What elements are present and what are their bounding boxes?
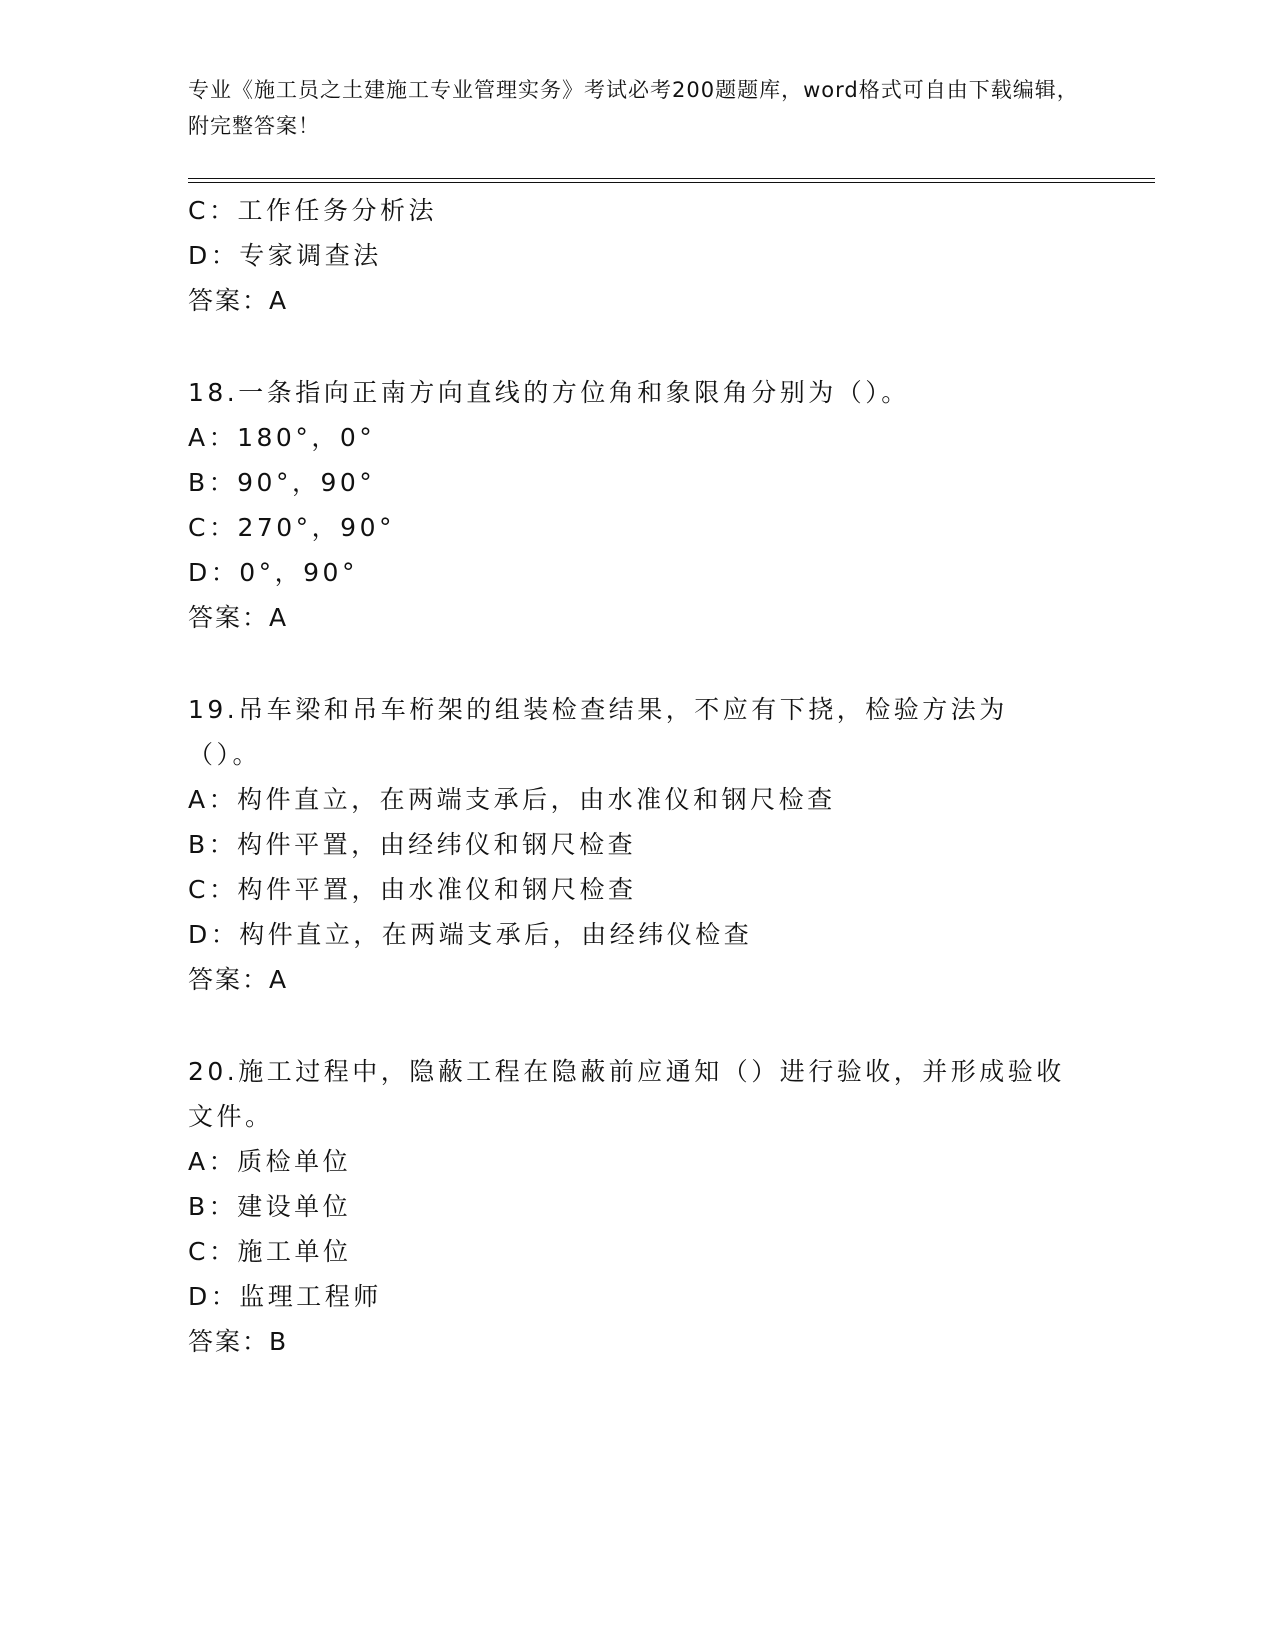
question-list bbox=[188, 188, 1088, 1364]
spacer bbox=[188, 323, 1088, 370]
question-18 bbox=[188, 370, 1088, 640]
question-stem: 18.一条指向正南方向直线的方位角和象限角分别为（）。 bbox=[188, 378, 910, 407]
option-b: B：90°，90° bbox=[188, 468, 376, 497]
option-c: C：构件平置，由水准仪和钢尺检查 bbox=[188, 875, 637, 904]
spacer bbox=[188, 1002, 1088, 1049]
option-c: C：270°，90° bbox=[188, 513, 395, 542]
question-19 bbox=[188, 687, 1088, 1002]
document-header: 专业《施工员之土建施工专业管理实务》考试必考200题题库，word格式可自由下载编辑，附完整答案！ bbox=[188, 78, 1079, 138]
continued-question bbox=[188, 188, 1088, 323]
option-a: A：180°，0° bbox=[188, 423, 376, 452]
option-b: B：构件平置，由经纬仪和钢尺检查 bbox=[188, 830, 637, 859]
answer-line: 答案：A bbox=[188, 286, 289, 315]
option-a: A：质检单位 bbox=[188, 1147, 352, 1176]
option-a: A：构件直立，在两端支承后，由水准仪和钢尺检查 bbox=[188, 785, 836, 814]
spacer bbox=[188, 640, 1088, 687]
option-d: D：构件直立，在两端支承后，由经纬仪检查 bbox=[188, 920, 753, 949]
header-divider bbox=[188, 178, 1155, 183]
question-stem: 20.施工过程中，隐蔽工程在隐蔽前应通知（）进行验收，并形成验收文件。 bbox=[188, 1057, 1065, 1131]
question-20 bbox=[188, 1049, 1088, 1364]
option-c: C：工作任务分析法 bbox=[188, 196, 437, 225]
option-d: D：0°，90° bbox=[188, 558, 358, 587]
option-d: D：监理工程师 bbox=[188, 1282, 382, 1311]
answer-line: 答案：B bbox=[188, 1327, 289, 1356]
option-d: D：专家调查法 bbox=[188, 241, 382, 270]
answer-line: 答案：A bbox=[188, 603, 289, 632]
answer-line: 答案：A bbox=[188, 965, 289, 994]
question-stem: 19.吊车梁和吊车桁架的组装检查结果，不应有下挠，检验方法为（）。 bbox=[188, 695, 1008, 769]
option-c: C：施工单位 bbox=[188, 1237, 352, 1266]
option-b: B：建设单位 bbox=[188, 1192, 352, 1221]
